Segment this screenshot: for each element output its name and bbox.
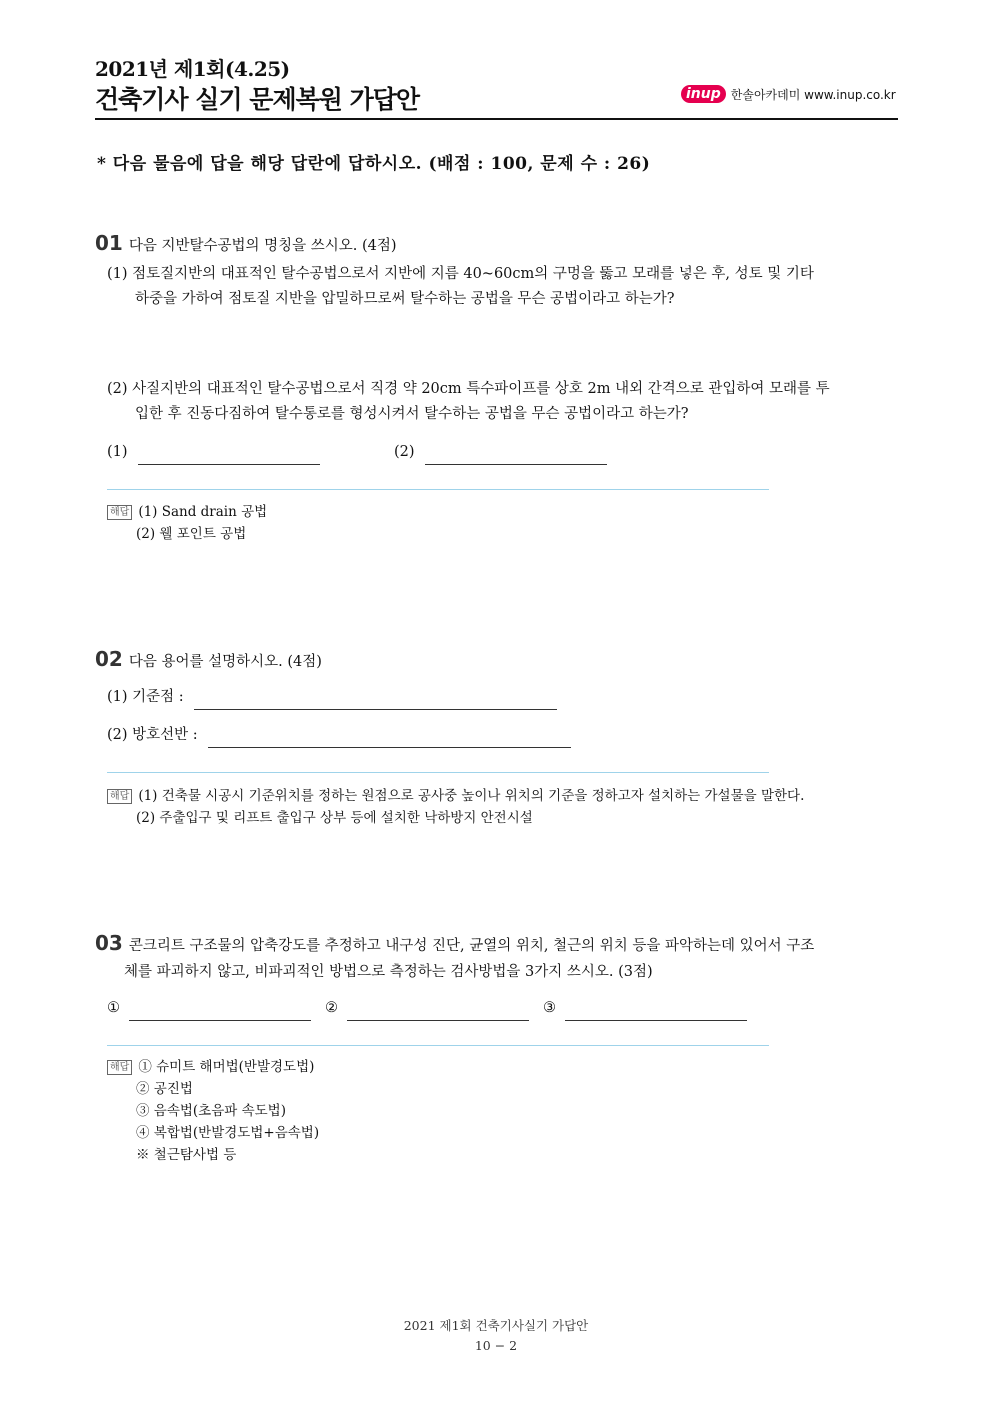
q2-answer-blank-2[interactable]	[107, 723, 571, 748]
q2-answer-blank-1[interactable]	[107, 685, 557, 710]
question-text: 다음 용어를 설명하시오. (4점)	[128, 654, 322, 670]
q1-answer-blank-1[interactable]	[107, 440, 320, 465]
question-number: 02	[95, 647, 123, 671]
answer-line: (1) 건축물 시공시 기준위치를 정하는 원점으로 공사중 높이나 위치의 기준을 정하고자 설치하는 가설물을 말한다.	[138, 788, 805, 804]
q1-sub2-line1: (2) 사질지반의 대표적인 탈수공법으로서 직경 약 20cm 특수파이프를 상호 2m 내외 간격으로 관입하여 모래를 투	[107, 381, 830, 397]
answer-tag: 해답	[107, 1060, 132, 1075]
blank-label: ①	[107, 1000, 120, 1016]
blank-label: (1)	[107, 444, 128, 460]
blank-label: ③	[543, 1000, 556, 1016]
question-text-line1: 콘크리트 구조물의 압축강도를 추정하고 내구성 진단, 균열의 위치, 철근의 위치 등을 파악하는데 있어서 구조	[128, 938, 815, 954]
answer-line: (2) 웰 포인트 공법	[136, 526, 247, 542]
blank-label: (1) 기준점 :	[107, 689, 184, 705]
answer-blank-line[interactable]	[194, 695, 557, 710]
inup-logo-mark: inup	[681, 85, 726, 103]
q1-sub1	[107, 262, 902, 312]
question-text: 다음 지반탈수공법의 명칭을 쓰시오. (4점)	[128, 238, 397, 254]
footer-title: 2021 제1회 건축기사실기 가답안	[403, 1318, 589, 1333]
question-text-line2: 체를 파괴하지 않고, 비파괴적인 방법으로 측정하는 검사방법을 3가지 쓰시오. (3점)	[124, 964, 653, 980]
page-title: 건축기사 실기 문제복원 가답안	[95, 85, 420, 114]
publisher-logo	[681, 85, 896, 103]
q3-answer	[107, 1056, 319, 1166]
blank-label: ②	[325, 1000, 338, 1016]
answer-divider	[107, 489, 769, 490]
answer-blank-line[interactable]	[425, 450, 607, 465]
answer-line: ① 슈미트 해머법(반발경도법)	[138, 1059, 315, 1075]
q3-answer-blank-2[interactable]	[325, 996, 529, 1021]
question-03-heading	[95, 931, 900, 955]
answer-line: ④ 복합법(반발경도법+음속법)	[136, 1125, 320, 1141]
header-divider	[95, 118, 898, 120]
answer-line: ③ 음속법(초음파 속도법)	[136, 1103, 286, 1119]
q1-sub1-line1: (1) 점토질지반의 대표적인 탈수공법으로서 지반에 지름 40~60cm의 구멍을 뚫고 모래를 넣은 후, 성토 및 기타	[107, 266, 814, 282]
q2-answer	[107, 785, 897, 829]
answer-blank-line[interactable]	[129, 1006, 311, 1021]
question-number: 01	[95, 231, 123, 255]
answer-divider	[107, 772, 769, 773]
answer-divider	[107, 1045, 769, 1046]
q1-sub1-line2: 하중을 가하여 점토질 지반을 압밀하므로써 탈수하는 공법을 무슨 공법이라고 하는가?	[135, 291, 675, 307]
question-01-heading	[95, 231, 397, 255]
answer-tag: 해답	[107, 505, 132, 520]
answer-blank-line[interactable]	[565, 1006, 747, 1021]
q3-answer-blank-1[interactable]	[107, 996, 311, 1021]
q3-answer-blank-3[interactable]	[543, 996, 747, 1021]
instructions: * 다음 물음에 답을 해당 답란에 답하시오. (배점 : 100, 문제 수 : 26)	[97, 154, 651, 174]
q1-sub2-line2: 입한 후 진동다짐하여 탈수통로를 형성시켜서 탈수하는 공법을 무슨 공법이라고 하는가?	[135, 406, 689, 422]
blank-label: (2) 방호선반 :	[107, 727, 198, 743]
question-number: 03	[95, 931, 123, 955]
page-number: 10 − 2	[474, 1338, 518, 1353]
answer-tag: 해답	[107, 789, 132, 804]
answer-line: (2) 주출입구 및 리프트 출입구 상부 등에 설치한 낙하방지 안전시설	[136, 810, 533, 826]
question-02-heading	[95, 647, 322, 671]
answer-note: ※ 철근탐사법 등	[136, 1147, 237, 1163]
answer-blank-line[interactable]	[208, 733, 571, 748]
q1-sub2	[107, 377, 902, 427]
exam-session: 2021년 제1회(4.25)	[95, 57, 290, 81]
blank-label: (2)	[394, 444, 415, 460]
answer-blank-line[interactable]	[347, 1006, 529, 1021]
answer-line: ② 공진법	[136, 1081, 193, 1097]
q1-answer	[107, 501, 267, 545]
q1-answer-blank-2[interactable]	[394, 440, 607, 465]
answer-blank-line[interactable]	[138, 450, 320, 465]
answer-line: (1) Sand drain 공법	[138, 504, 268, 520]
publisher-text: 한솔아카데미 www.inup.co.kr	[730, 87, 896, 102]
